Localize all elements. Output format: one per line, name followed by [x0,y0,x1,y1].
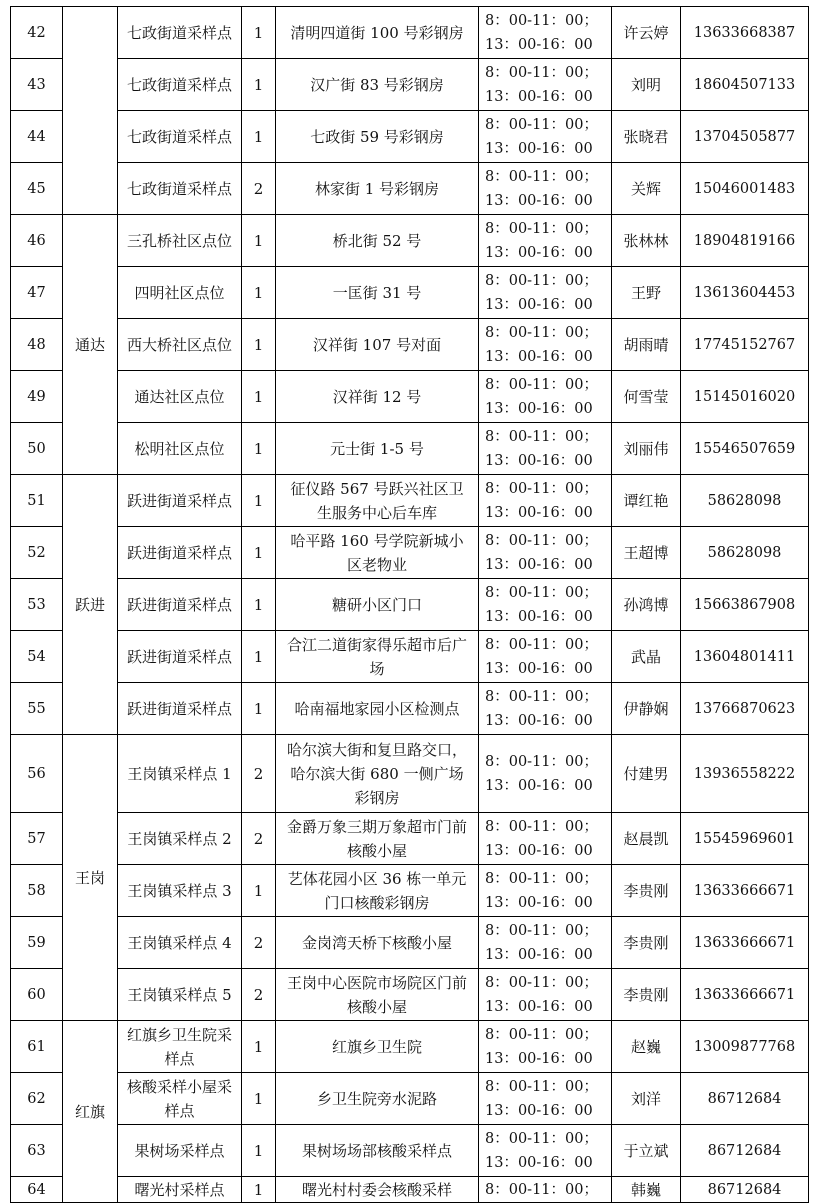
phone-cell: 17745152767 [681,319,809,371]
sampling-point-cell: 七政街道采样点 [118,111,242,163]
sampling-point-cell: 通达社区点位 [118,371,242,423]
row-number-cell: 49 [11,371,63,423]
address-cell: 合江二道街家得乐超市后广场 [276,631,479,683]
row-number-cell: 54 [11,631,63,683]
sampling-points-table [10,6,809,1203]
sampling-point-cell: 松明社区点位 [118,423,242,475]
phone-cell: 13633666671 [681,969,809,1021]
row-number-cell: 46 [11,215,63,267]
row-number-cell: 55 [11,683,63,735]
address-cell: 哈南福地家园小区检测点 [276,683,479,735]
row-number-cell: 43 [11,59,63,111]
address-cell: 汉祥街 12 号 [276,371,479,423]
sampling-point-cell: 王岗镇采样点 5 [118,969,242,1021]
table-row [11,917,809,969]
service-time-cell: 8：00-11：00； 13：00-16：00 [479,423,612,475]
phone-cell: 18904819166 [681,215,809,267]
sampling-point-cell: 红旗乡卫生院采样点 [118,1021,242,1073]
service-time-cell: 8：00-11：00； 13：00-16：00 [479,917,612,969]
point-count-cell: 1 [242,579,276,631]
contact-person-cell: 许云婷 [612,7,681,59]
point-count-cell: 2 [242,813,276,865]
point-count-cell: 1 [242,215,276,267]
point-count-cell: 1 [242,59,276,111]
sampling-point-cell: 西大桥社区点位 [118,319,242,371]
contact-person-cell: 张晓君 [612,111,681,163]
table-row [11,371,809,423]
contact-person-cell: 付建男 [612,735,681,813]
sampling-point-cell: 核酸采样小屋采样点 [118,1073,242,1125]
street-group-cell: 跃进 [63,475,118,735]
sampling-point-cell: 四明社区点位 [118,267,242,319]
phone-cell: 15663867908 [681,579,809,631]
service-time-cell: 8：00-11：00； 13：00-16：00 [479,163,612,215]
address-cell: 曙光村村委会核酸采样 [276,1177,479,1203]
phone-cell: 86712684 [681,1177,809,1203]
service-time-cell: 8：00-11：00； 13：00-16：00 [479,969,612,1021]
point-count-cell: 1 [242,1073,276,1125]
service-time-cell: 8：00-11：00； 13：00-16：00 [479,865,612,917]
point-count-cell: 1 [242,371,276,423]
table-row [11,475,809,527]
address-cell: 王岗中心医院市场院区门前核酸小屋 [276,969,479,1021]
point-count-cell: 1 [242,683,276,735]
table-row [11,527,809,579]
sampling-point-cell: 三孔桥社区点位 [118,215,242,267]
service-time-cell: 8：00-11：00； 13：00-16：00 [479,267,612,319]
contact-person-cell: 韩巍 [612,1177,681,1203]
table-row [11,579,809,631]
address-cell: 桥北街 52 号 [276,215,479,267]
sampling-point-cell: 跃进街道采样点 [118,631,242,683]
table-row [11,631,809,683]
point-count-cell: 2 [242,735,276,813]
sampling-point-cell: 跃进街道采样点 [118,475,242,527]
point-count-cell: 2 [242,917,276,969]
phone-cell: 13704505877 [681,111,809,163]
row-number-cell: 61 [11,1021,63,1073]
point-count-cell: 1 [242,267,276,319]
table-row [11,813,809,865]
point-count-cell: 2 [242,163,276,215]
phone-cell: 86712684 [681,1125,809,1177]
point-count-cell: 1 [242,1177,276,1203]
address-cell: 哈平路 160 号学院新城小区老物业 [276,527,479,579]
address-cell: 果树场场部核酸采样点 [276,1125,479,1177]
contact-person-cell: 赵晨凯 [612,813,681,865]
sampling-point-cell: 王岗镇采样点 2 [118,813,242,865]
service-time-cell: 8：00-11：00； 13：00-16：00 [479,7,612,59]
row-number-cell: 48 [11,319,63,371]
sampling-point-cell: 跃进街道采样点 [118,527,242,579]
service-time-cell: 8：00-11：00； 13：00-16：00 [479,683,612,735]
row-number-cell: 56 [11,735,63,813]
address-cell: 金爵万象三期万象超市门前核酸小屋 [276,813,479,865]
row-number-cell: 45 [11,163,63,215]
contact-person-cell: 李贵刚 [612,917,681,969]
row-number-cell: 44 [11,111,63,163]
service-time-cell: 8：00-11：00； 13：00-16：00 [479,1021,612,1073]
row-number-cell: 60 [11,969,63,1021]
point-count-cell: 1 [242,527,276,579]
table-body [11,7,809,1203]
point-count-cell: 1 [242,423,276,475]
point-count-cell: 1 [242,865,276,917]
contact-person-cell: 赵巍 [612,1021,681,1073]
sampling-point-cell: 王岗镇采样点 4 [118,917,242,969]
service-time-cell: 8：00-11：00； 13：00-16：00 [479,813,612,865]
table-row [11,1125,809,1177]
address-cell: 汉祥街 107 号对面 [276,319,479,371]
contact-person-cell: 伊静娴 [612,683,681,735]
address-cell: 红旗乡卫生院 [276,1021,479,1073]
table-row [11,1021,809,1073]
row-number-cell: 53 [11,579,63,631]
contact-person-cell: 刘丽伟 [612,423,681,475]
table-row [11,423,809,475]
table-row [11,215,809,267]
street-group-cell [63,7,118,215]
table-row [11,59,809,111]
sampling-point-cell: 七政街道采样点 [118,163,242,215]
address-cell: 林家街 1 号彩钢房 [276,163,479,215]
row-number-cell: 64 [11,1177,63,1203]
table-row [11,111,809,163]
row-number-cell: 47 [11,267,63,319]
sampling-point-cell: 果树场采样点 [118,1125,242,1177]
row-number-cell: 52 [11,527,63,579]
service-time-cell: 8：00-11：00； 13：00-16：00 [479,1073,612,1125]
table-row [11,1073,809,1125]
point-count-cell: 1 [242,7,276,59]
address-cell: 金岗湾天桥下核酸小屋 [276,917,479,969]
service-time-cell: 8：00-11：00； 13：00-16：00 [479,475,612,527]
contact-person-cell: 何雪莹 [612,371,681,423]
address-cell: 一匡街 31 号 [276,267,479,319]
phone-cell: 15046001483 [681,163,809,215]
phone-cell: 13633668387 [681,7,809,59]
service-time-cell: 8：00-11：00； 13：00-16：00 [479,527,612,579]
phone-cell: 13936558222 [681,735,809,813]
point-count-cell: 1 [242,631,276,683]
table-row [11,735,809,813]
address-cell: 征仪路 567 号跃兴社区卫生服务中心后车库 [276,475,479,527]
point-count-cell: 1 [242,475,276,527]
contact-person-cell: 王野 [612,267,681,319]
table-row [11,319,809,371]
address-cell: 汉广街 83 号彩钢房 [276,59,479,111]
phone-cell: 15145016020 [681,371,809,423]
sampling-point-cell: 七政街道采样点 [118,7,242,59]
row-number-cell: 59 [11,917,63,969]
street-group-cell: 红旗 [63,1021,118,1203]
row-number-cell: 51 [11,475,63,527]
row-number-cell: 57 [11,813,63,865]
table-row [11,865,809,917]
row-number-cell: 58 [11,865,63,917]
contact-person-cell: 刘洋 [612,1073,681,1125]
address-cell: 七政街 59 号彩钢房 [276,111,479,163]
table-row [11,969,809,1021]
contact-person-cell: 胡雨晴 [612,319,681,371]
point-count-cell: 1 [242,319,276,371]
sampling-point-cell: 七政街道采样点 [118,59,242,111]
service-time-cell: 8：00-11：00； 13：00-16：00 [479,111,612,163]
service-time-cell: 8：00-11：00； 13：00-16：00 [479,319,612,371]
service-time-cell: 8：00-11：00； 13：00-16：00 [479,579,612,631]
table-row [11,7,809,59]
service-time-cell: 8：00-11：00； 13：00-16：00 [479,631,612,683]
row-number-cell: 62 [11,1073,63,1125]
service-time-cell: 8：00-11：00； 13：00-16：00 [479,371,612,423]
address-cell: 乡卫生院旁水泥路 [276,1073,479,1125]
service-time-cell: 8：00-11：00； 13：00-16：00 [479,1125,612,1177]
phone-cell: 13613604453 [681,267,809,319]
phone-cell: 13009877768 [681,1021,809,1073]
sampling-point-cell: 王岗镇采样点 1 [118,735,242,813]
address-cell: 元士街 1-5 号 [276,423,479,475]
table-row [11,1177,809,1203]
contact-person-cell: 李贵刚 [612,865,681,917]
service-time-cell: 8：00-11：00； 13：00-16：00 [479,215,612,267]
sampling-point-cell: 跃进街道采样点 [118,683,242,735]
street-group-cell: 通达 [63,215,118,475]
contact-person-cell: 于立斌 [612,1125,681,1177]
table-row [11,267,809,319]
sampling-point-cell: 曙光村采样点 [118,1177,242,1203]
phone-cell: 13766870623 [681,683,809,735]
contact-person-cell: 谭红艳 [612,475,681,527]
contact-person-cell: 李贵刚 [612,969,681,1021]
contact-person-cell: 王超博 [612,527,681,579]
address-cell: 糖研小区门口 [276,579,479,631]
contact-person-cell: 武晶 [612,631,681,683]
phone-cell: 86712684 [681,1073,809,1125]
contact-person-cell: 张林林 [612,215,681,267]
street-group-cell: 王岗 [63,735,118,1021]
contact-person-cell: 关辉 [612,163,681,215]
phone-cell: 58628098 [681,527,809,579]
point-count-cell: 1 [242,1021,276,1073]
address-cell: 艺体花园小区 36 栋一单元门口核酸彩钢房 [276,865,479,917]
sampling-point-cell: 王岗镇采样点 3 [118,865,242,917]
sampling-point-cell: 跃进街道采样点 [118,579,242,631]
address-cell: 哈尔滨大街和复旦路交口，哈尔滨大街 680 一侧广场彩钢房 [276,735,479,813]
point-count-cell: 2 [242,969,276,1021]
service-time-cell: 8：00-11：00； [479,1177,612,1203]
service-time-cell: 8：00-11：00； 13：00-16：00 [479,735,612,813]
phone-cell: 18604507133 [681,59,809,111]
contact-person-cell: 刘明 [612,59,681,111]
phone-cell: 13604801411 [681,631,809,683]
point-count-cell: 1 [242,111,276,163]
phone-cell: 58628098 [681,475,809,527]
row-number-cell: 50 [11,423,63,475]
phone-cell: 15546507659 [681,423,809,475]
phone-cell: 13633666671 [681,865,809,917]
table-row [11,683,809,735]
table-row [11,163,809,215]
service-time-cell: 8：00-11：00； 13：00-16：00 [479,59,612,111]
contact-person-cell: 孙鸿博 [612,579,681,631]
phone-cell: 13633666671 [681,917,809,969]
row-number-cell: 42 [11,7,63,59]
address-cell: 清明四道街 100 号彩钢房 [276,7,479,59]
row-number-cell: 63 [11,1125,63,1177]
point-count-cell: 1 [242,1125,276,1177]
phone-cell: 15545969601 [681,813,809,865]
